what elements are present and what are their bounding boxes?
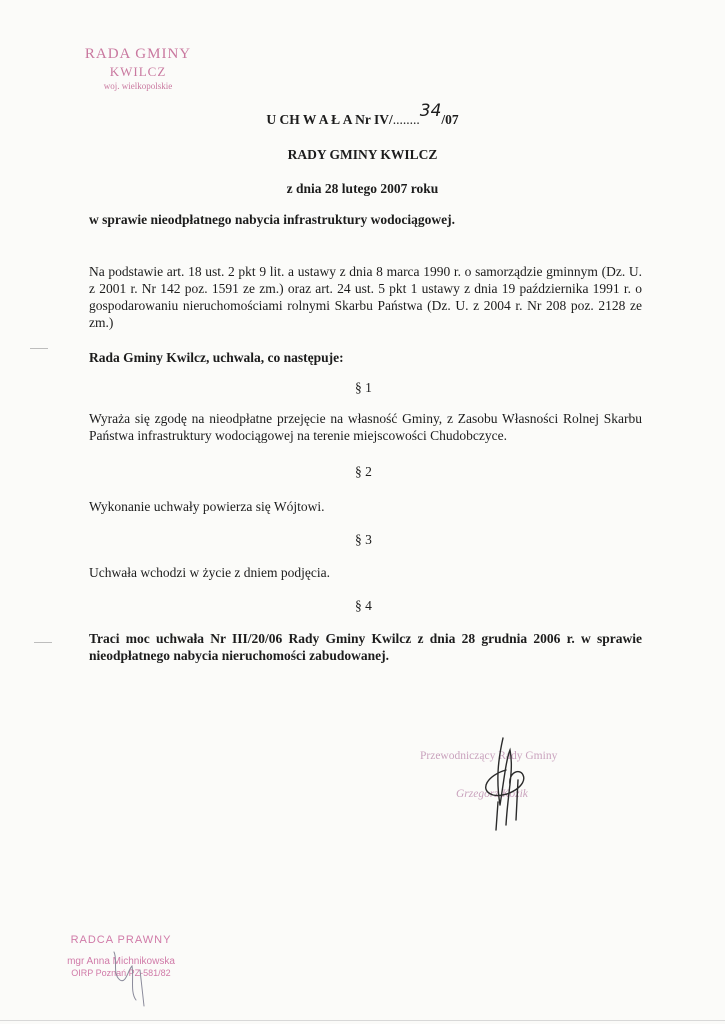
legal-advisor-signature bbox=[92, 940, 172, 1010]
title-suffix: /07 bbox=[441, 112, 459, 127]
legal-stamp-id: OIRP Poznań PZ-581/82 bbox=[71, 968, 171, 978]
resolution-date: z dnia 28 lutego 2007 roku bbox=[286, 181, 439, 196]
section-mark-4: § 4 bbox=[355, 598, 372, 613]
decision-intro: Rada Gminy Kwilcz, uchwala, co następuje: bbox=[89, 350, 344, 365]
legal-basis: Na podstawie art. 18 ust. 2 pkt 9 lit. a ustawy z dnia 8 marca 1990 r. o samorządzie gminnym (Dz. U. z 2001 r. Nr 142 poz. 1591 ze zm.) oraz art. 24 ust. 5 pkt 1 ustawy z dnia 19 października 1991 r. o gospodarowaniu nieruchomościami rolnymi Skarbu Państwa (Dz. U. z 2004 r. Nr 208 poz. 2128 ze zm.) bbox=[89, 264, 642, 330]
stamp-line-2: KWILCZ bbox=[109, 64, 167, 79]
stamp-line-3: woj. wielkopolskie bbox=[103, 81, 173, 91]
section-text-1: Wyraża się zgodę na nieodpłatne przejęcie na własność Gminy, z Zasobu Własności Rolnej Skarbu Państwa infrastruktury wodociągowej na terenie miejscowości Chudobczyce. bbox=[89, 411, 642, 443]
scan-edge bbox=[0, 1020, 725, 1021]
resolution-title bbox=[0, 101, 725, 129]
legal-stamp-name: mgr Anna Michnikowska bbox=[67, 956, 175, 967]
section-text-4: Traci moc uchwała Nr III/20/06 Rady Gminy Kwilcz z dnia 28 grudnia 2006 r. w sprawie nieodpłatnego nabycia nieruchomości zabudowanej. bbox=[89, 631, 642, 663]
chairman-signature bbox=[448, 730, 558, 840]
section-mark-2: § 2 bbox=[355, 464, 372, 479]
section-mark-1: § 1 bbox=[355, 380, 372, 395]
chairman-stamp-title: Przewodniczący Rady Gminy bbox=[420, 750, 558, 762]
legal-stamp-title: RADCA PRAWNY bbox=[70, 934, 172, 946]
council-name: RADY GMINY KWILCZ bbox=[287, 147, 438, 162]
chairman-stamp-name: Grzegorz Kozik bbox=[456, 788, 528, 800]
title-prefix: U CH W A Ł A Nr IV/ bbox=[266, 112, 393, 127]
scan-mark bbox=[30, 348, 48, 349]
section-text-2: Wykonanie uchwały powierza się Wójtowi. bbox=[89, 499, 325, 514]
scan-mark bbox=[34, 642, 52, 643]
council-stamp bbox=[58, 46, 218, 91]
section-text-3: Uchwała wchodzi w życie z dniem podjęcia. bbox=[89, 565, 331, 580]
title-number-handwritten: 34 bbox=[419, 101, 442, 121]
section-mark-3: § 3 bbox=[355, 532, 372, 547]
resolution-subject: w sprawie nieodpłatnego nabycia infrastruktury wodociągowej. bbox=[89, 212, 456, 227]
title-dots: ........ bbox=[392, 112, 420, 127]
stamp-line-1: RADA GMINY bbox=[84, 46, 192, 62]
